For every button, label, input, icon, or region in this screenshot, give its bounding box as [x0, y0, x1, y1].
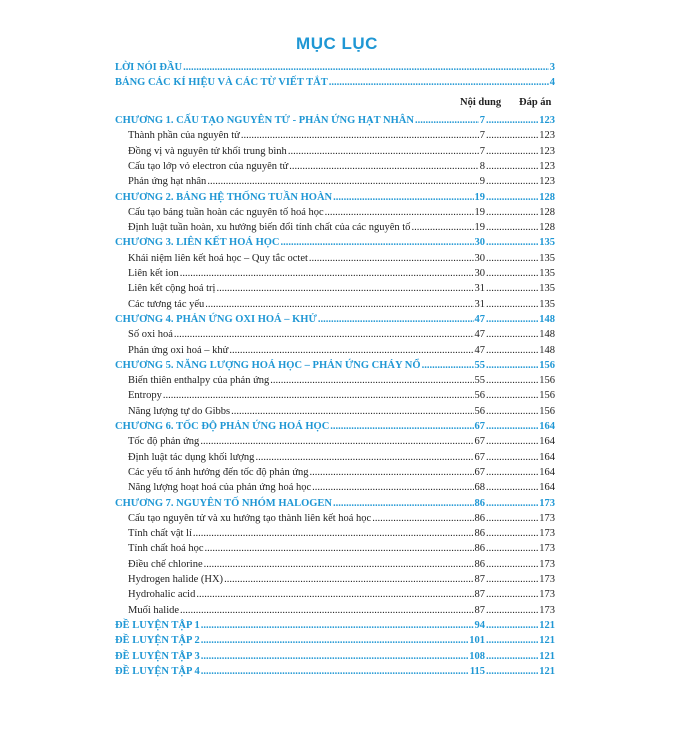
toc-chapter[interactable] — [115, 358, 555, 373]
toc-answer-page: 173 — [539, 528, 555, 540]
toc-chapter[interactable] — [115, 190, 555, 205]
dot-leader — [486, 603, 538, 618]
dot-leader — [486, 450, 538, 465]
toc-answer-page: 156 — [539, 375, 555, 387]
toc-page-number: 7 — [479, 145, 485, 157]
toc-label: Cấu tạo lớp vỏ electron của nguyên tử — [128, 160, 289, 172]
toc-label: CHƯƠNG 6. TỐC ĐỘ PHẢN ỨNG HOÁ HỌC — [115, 421, 330, 432]
toc-practice-test[interactable] — [115, 649, 555, 664]
toc-label: Entropy — [128, 390, 162, 402]
toc-chapter[interactable] — [115, 419, 555, 434]
dot-leader — [411, 220, 473, 235]
dot-leader — [486, 251, 538, 266]
dot-leader — [201, 633, 469, 648]
toc-answer-page: 173 — [539, 543, 555, 555]
dot-leader — [486, 388, 538, 403]
toc-answer-page: 173 — [539, 574, 555, 585]
toc-page-number: 87 — [474, 604, 485, 616]
toc-item[interactable] — [115, 281, 555, 296]
toc-page-number: 47 — [474, 313, 485, 325]
toc-page-number: 31 — [474, 298, 485, 310]
toc-label: CHƯƠNG 7. NGUYÊN TỐ NHÓM HALOGEN — [115, 497, 333, 509]
toc-page-number: 68 — [474, 482, 485, 494]
toc-page-number: 7 — [479, 130, 485, 142]
toc-page-number: 87 — [474, 574, 485, 585]
dot-leader — [486, 557, 538, 572]
toc-practice-test[interactable] — [115, 618, 555, 633]
toc-practice-test[interactable] — [115, 633, 555, 648]
toc-label: CHƯƠNG 4. PHẢN ỨNG OXI HOÁ – KHỬ — [115, 313, 317, 325]
toc-chapter[interactable] — [115, 235, 555, 250]
dot-leader — [312, 480, 473, 495]
toc-page-number: 86 — [474, 497, 485, 509]
toc-answer-page: 173 — [539, 604, 555, 616]
toc-label: ĐỀ LUYỆN TẬP 3 — [115, 650, 200, 662]
toc-page-number: 86 — [474, 558, 485, 570]
toc-answer-page: 135 — [539, 252, 555, 264]
toc-answer-page: 123 — [539, 145, 555, 157]
dot-leader — [288, 144, 479, 159]
toc-page-number: 115 — [469, 665, 485, 677]
dot-leader — [486, 572, 538, 587]
dot-leader — [200, 434, 473, 449]
toc-page-number: 8 — [479, 160, 485, 172]
toc-page-number: 86 — [474, 512, 485, 524]
toc-page-number: 67 — [474, 421, 485, 432]
dot-leader — [486, 373, 538, 388]
dot-leader — [486, 113, 538, 128]
toc-item[interactable] — [115, 205, 555, 220]
dot-leader — [415, 113, 479, 128]
toc-page-number: 19 — [474, 206, 485, 218]
dot-leader — [241, 128, 479, 143]
toc-item[interactable] — [115, 327, 555, 342]
toc-page-number: 30 — [474, 252, 485, 264]
toc-label: Hydrohalic acid — [128, 589, 196, 601]
toc-front-item[interactable] — [115, 60, 555, 75]
toc-label: Cấu tạo nguyên tử và xu hướng tạo thành liên kết hoá học — [128, 512, 372, 524]
toc-chapter[interactable] — [115, 113, 555, 128]
column-header-content: Nội dung — [460, 97, 502, 108]
toc-answer-page: 121 — [539, 665, 555, 677]
toc-page-number: 47 — [474, 329, 485, 341]
toc-label: Các tương tác yếu — [128, 298, 205, 310]
dot-leader — [270, 373, 473, 388]
toc-page-number: 86 — [474, 543, 485, 555]
toc-item[interactable] — [115, 266, 555, 281]
dot-leader — [486, 312, 538, 327]
toc-front-page: 4 — [549, 77, 555, 88]
dot-leader — [229, 343, 473, 358]
dot-leader — [163, 388, 474, 403]
toc-label: CHƯƠNG 3. LIÊN KẾT HOÁ HỌC — [115, 237, 280, 249]
toc-answer-page: 173 — [539, 512, 555, 524]
dot-leader — [201, 618, 474, 633]
toc-answer-page: 164 — [539, 466, 555, 478]
dot-leader — [486, 297, 538, 312]
toc-answer-page: 128 — [539, 206, 555, 218]
toc-answer-page: 164 — [539, 421, 555, 432]
dot-leader — [486, 404, 538, 419]
toc-answer-page: 128 — [539, 222, 555, 234]
toc-label: ĐỀ LUYỆN TẬP 2 — [115, 635, 200, 647]
toc-label: Năng lượng hoạt hoá của phản ứng hoá học — [128, 482, 312, 494]
toc-answer-page: 173 — [539, 589, 555, 601]
toc-label: Cấu tạo bảng tuần hoàn các nguyên tố hoá học — [128, 206, 324, 218]
dot-leader — [196, 587, 473, 602]
dot-leader — [486, 358, 538, 373]
toc-page-number: 94 — [474, 619, 485, 631]
dot-leader — [486, 205, 538, 220]
toc-answer-page: 148 — [539, 344, 555, 356]
dot-leader — [205, 297, 473, 312]
toc-item[interactable] — [115, 572, 555, 587]
toc-page-number: 31 — [474, 283, 485, 295]
toc-page-number: 67 — [474, 466, 485, 478]
dot-leader — [325, 205, 474, 220]
dot-leader — [486, 649, 538, 664]
toc-item[interactable] — [115, 450, 555, 465]
toc-answer-page: 123 — [539, 115, 555, 126]
toc-answer-page: 121 — [539, 635, 555, 647]
dot-leader — [309, 251, 474, 266]
dot-leader — [372, 511, 473, 526]
toc-label: Liên kết cộng hoá trị — [128, 283, 216, 295]
toc-label: Định luật tác dụng khối lượng — [128, 451, 255, 463]
toc-page-number: 108 — [469, 650, 485, 662]
dot-leader — [201, 649, 469, 664]
toc-front-item[interactable] — [115, 75, 555, 90]
toc-page-number: 47 — [474, 344, 485, 356]
toc-item[interactable] — [115, 465, 555, 480]
toc-item[interactable] — [115, 220, 555, 235]
toc-label: Tính chất hoá học — [128, 543, 204, 555]
toc-item[interactable] — [115, 404, 555, 419]
toc-answer-page: 135 — [539, 298, 555, 310]
toc-label: Tính chất vật lí — [128, 528, 192, 540]
toc-chapter[interactable] — [115, 312, 555, 327]
toc-answer-page: 123 — [539, 176, 555, 188]
toc-item[interactable] — [115, 526, 555, 541]
toc-front-label: BẢNG CÁC KÍ HIỆU VÀ CÁC TỪ VIẾT TẮT — [115, 77, 328, 88]
toc-item[interactable] — [115, 388, 555, 403]
dot-leader — [486, 235, 538, 250]
dot-leader — [310, 465, 474, 480]
dot-leader — [318, 312, 474, 327]
toc-item[interactable] — [115, 174, 555, 189]
toc-label: Liên kết ion — [128, 268, 179, 279]
toc-page-number: 101 — [469, 635, 485, 647]
dot-leader — [486, 465, 538, 480]
toc-item[interactable] — [115, 144, 555, 159]
toc-label: Năng lượng tự do Gibbs — [128, 405, 231, 417]
toc-item[interactable] — [115, 128, 555, 143]
dot-leader — [207, 174, 478, 189]
dot-leader — [333, 496, 473, 511]
dot-leader — [486, 281, 538, 296]
dot-leader — [231, 404, 473, 419]
dot-leader — [486, 266, 538, 281]
toc-answer-page: 156 — [539, 390, 555, 402]
dot-leader — [224, 572, 473, 587]
dot-leader — [486, 541, 538, 556]
toc-item[interactable] — [115, 480, 555, 495]
toc-answer-page: 156 — [539, 359, 555, 371]
toc-answer-page: 156 — [539, 405, 555, 417]
toc-item[interactable] — [115, 297, 555, 312]
toc-label: Phản ứng oxi hoá – khử — [128, 344, 229, 356]
toc-answer-page: 173 — [539, 497, 555, 509]
dot-leader — [204, 557, 474, 572]
toc-label: Tốc độ phản ứng — [128, 436, 200, 448]
toc-answer-page: 123 — [539, 160, 555, 172]
toc-label: Điều chế chlorine — [128, 558, 203, 570]
toc-item[interactable] — [115, 373, 555, 388]
dot-leader — [281, 235, 474, 250]
toc-label: CHƯƠNG 5. NĂNG LƯỢNG HOÁ HỌC – PHẢN ỨNG CHÁY NỔ — [115, 359, 421, 371]
toc-page-number: 67 — [474, 451, 485, 463]
toc-answer-page: 121 — [539, 619, 555, 631]
toc-answer-page: 148 — [539, 313, 555, 325]
toc-answer-page: 135 — [539, 237, 555, 249]
dot-leader — [486, 434, 538, 449]
dot-leader — [486, 633, 538, 648]
dot-leader — [289, 159, 479, 174]
toc-page-number: 56 — [474, 405, 485, 417]
dot-leader — [486, 174, 538, 189]
toc-answer-page: 164 — [539, 451, 555, 463]
toc-label: CHƯƠNG 1. CẤU TẠO NGUYÊN TỬ - PHẢN ỨNG HẠT NHÂN — [115, 115, 414, 126]
dot-leader — [486, 511, 538, 526]
dot-leader — [486, 220, 538, 235]
dot-leader — [201, 664, 469, 679]
dot-leader — [486, 480, 538, 495]
dot-leader — [486, 144, 538, 159]
toc-page-number: 9 — [479, 176, 485, 188]
toc-answer-page: 164 — [539, 436, 555, 448]
toc-item[interactable] — [115, 557, 555, 572]
toc-item[interactable] — [115, 159, 555, 174]
dot-leader — [486, 526, 538, 541]
toc-front-label: LỜI NÓI ĐẦU — [115, 62, 183, 73]
toc-page-number: 7 — [479, 115, 485, 126]
toc-answer-page: 128 — [539, 191, 555, 203]
dot-leader — [174, 327, 474, 342]
dot-leader — [329, 75, 549, 90]
dot-leader — [486, 664, 538, 679]
dot-leader — [205, 541, 474, 556]
toc-label: Định luật tuần hoàn, xu hướng biến đổi tính chất của các nguyên tố — [128, 222, 411, 234]
toc-page-number: 30 — [474, 237, 485, 249]
dot-leader — [180, 266, 474, 281]
toc-page-number: 19 — [474, 222, 485, 234]
dot-leader — [255, 450, 473, 465]
toc-chapter[interactable] — [115, 496, 555, 511]
dot-leader — [180, 603, 473, 618]
toc-answer-page: 121 — [539, 650, 555, 662]
toc-answer-page: 173 — [539, 558, 555, 570]
toc-label: Muối halide — [128, 604, 180, 616]
toc-label: ĐỀ LUYỆN TẬP 4 — [115, 665, 200, 677]
toc-page-number: 30 — [474, 268, 485, 279]
toc-item[interactable] — [115, 343, 555, 358]
column-header-answer: Đáp án — [519, 97, 552, 108]
dot-leader — [486, 618, 538, 633]
toc-answer-page: 135 — [539, 268, 555, 279]
dot-leader — [183, 60, 549, 75]
toc-label: Thành phần của nguyên tử — [128, 130, 240, 142]
toc-item[interactable] — [115, 511, 555, 526]
dot-leader — [486, 327, 538, 342]
page-title: MỤC LỤC — [296, 34, 378, 53]
toc-page-number: 87 — [474, 589, 485, 601]
dot-leader — [193, 526, 474, 541]
toc-label: Các yếu tố ảnh hưởng đến tốc độ phản ứng — [128, 466, 309, 478]
toc-answer-page: 135 — [539, 283, 555, 295]
dot-leader — [486, 159, 538, 174]
toc-answer-page: 148 — [539, 329, 555, 341]
dot-leader — [422, 358, 474, 373]
toc-item[interactable] — [115, 434, 555, 449]
toc-page-number: 86 — [474, 528, 485, 540]
toc-label: Đồng vị và nguyên tử khối trung bình — [128, 145, 287, 157]
toc-answer-page: 164 — [539, 482, 555, 494]
toc-item[interactable] — [115, 541, 555, 556]
dot-leader — [486, 496, 538, 511]
toc-label: CHƯƠNG 2. BẢNG HỆ THỐNG TUẦN HOÀN — [115, 191, 333, 203]
toc-page-number: 55 — [474, 375, 485, 387]
dot-leader — [486, 587, 538, 602]
toc-label: Số oxi hoá — [128, 329, 173, 341]
dot-leader — [333, 190, 473, 205]
dot-leader — [486, 190, 538, 205]
toc-front-page: 3 — [549, 62, 555, 73]
dot-leader — [486, 419, 538, 434]
toc-label: ĐỀ LUYỆN TẬP 1 — [115, 619, 200, 631]
dot-leader — [486, 128, 538, 143]
toc-page-number: 67 — [474, 436, 485, 448]
toc-item[interactable] — [115, 587, 555, 602]
toc-page-number: 19 — [474, 191, 485, 203]
dot-leader — [330, 419, 473, 434]
toc-item[interactable] — [115, 603, 555, 618]
dot-leader — [486, 343, 538, 358]
dot-leader — [216, 281, 473, 296]
toc-answer-page: 123 — [539, 130, 555, 142]
toc-practice-test[interactable] — [115, 664, 555, 679]
toc-page-number: 55 — [474, 359, 485, 371]
toc-label: Hydrogen halide (HX) — [128, 574, 224, 585]
toc-page-number: 56 — [474, 390, 485, 402]
toc-item[interactable] — [115, 251, 555, 266]
toc-label: Khái niệm liên kết hoá học – Quy tắc octet — [128, 252, 308, 264]
toc-label: Phản ứng hạt nhân — [128, 176, 207, 188]
toc-label: Biến thiên enthalpy của phản ứng — [128, 375, 270, 387]
